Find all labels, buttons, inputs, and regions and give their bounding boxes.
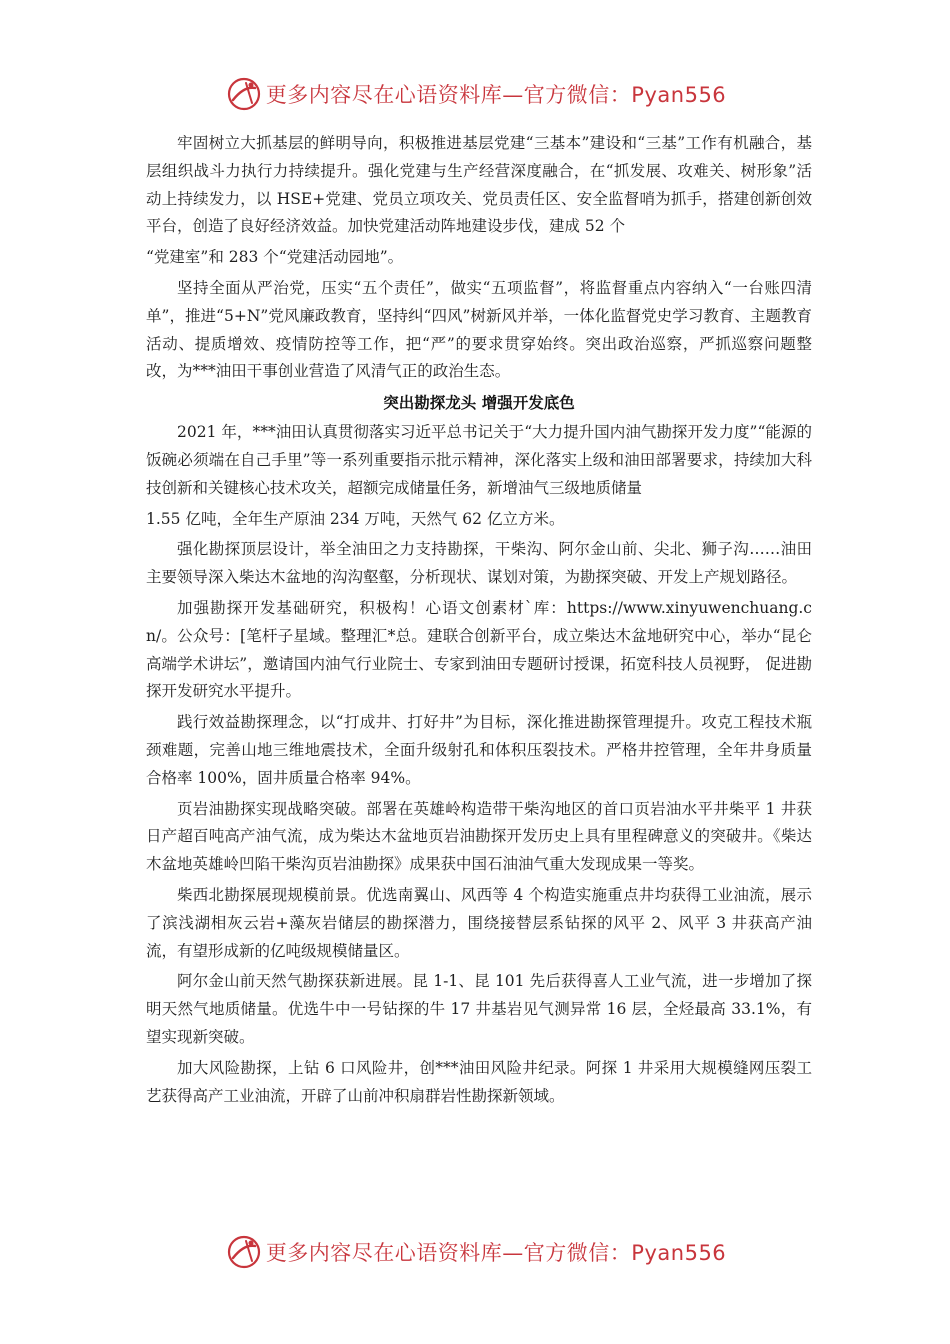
footer-banner-text: 更多内容尽在心语资料库—官方微信：Pyan556: [265, 1241, 727, 1265]
paragraph: 践行效益勘探理念，以“打成井、打好井”为目标，深化推进勘探管理提升。攻克工程技术瓶颈难题，完善山地三维地震技术，全面升级射孔和体积压裂技术。严格井控管理，全年井身质量合格率 100%，固井质量合格率 94%。: [146, 713, 812, 787]
paragraph: 牢固树立大抓基层的鲜明导向，积极推进基层党建“三基本”建设和“三基”工作有机融合，基层组织战斗力执行力持续提升。强化党建与生产经营深度融合，在“抓发展、攻难关、树形象”活动上持续发力，以 HSE+党建、党员立项攻关、党员责任区、安全监督哨为抓手，搭建创新创效平台，创造了良好经济效益。加快党建活动阵地建设步伐，建成 52 个: [146, 134, 812, 236]
paragraph: “党建室”和 283 个“党建活动园地”。: [146, 248, 404, 267]
section-heading: 突出勘探龙头 增强开发底色: [383, 394, 575, 413]
paragraph: 1.55 亿吨，全年生产原油 234 万吨，天然气 62 亿立方米。: [146, 509, 565, 528]
paragraph: 柴西北勘探展现规模前景。优选南翼山、风西等 4 个构造实施重点井均获得工业油流，展示了滨浅湖相灰云岩+藻灰岩储层的勘探潜力，围绕接替层系钻探的风平 2、风平 3 井获高产油流，有望形成新的亿吨级规模储量区。: [146, 885, 812, 960]
header-banner: [0, 72, 950, 116]
paragraph: 坚持全面从严治党，压实“五个责任”，做实“五项监督”，将监督重点内容纳入“一台账四清单”，推进“5+N”党风廉政教育，坚持纠“四风”树新风并举，一体化监督党史学习教育、主题教育活动、提质增效、疫情防控等工作，把“严”的要求贯穿始终。突出政治巡察，严抓巡察问题整改，为***油田干事创业营造了风清气正的政治生态。: [146, 278, 812, 381]
paragraph: 加大风险勘探，上钻 6 口风险井，创***油田风险井纪录。阿探 1 井采用大规模缝网压裂工艺获得高产工业油流，开辟了山前冲积扇群岩性勘探新领域。: [146, 1058, 812, 1105]
paragraph: 阿尔金山前天然气勘探获新进展。昆 1-1、昆 101 先后获得喜人工业气流，进一步增加了探明天然气地质储量。优选牛中一号钻探的牛 17 井基岩见气测异常 16 层，全烃最高 33.1%，有望实现新突破。: [146, 972, 812, 1046]
brand-logo-icon: [224, 1232, 264, 1272]
header-banner-text: 更多内容尽在心语资料库—官方微信：Pyan556: [265, 83, 727, 107]
paragraph: 强化勘探顶层设计，举全油田之力支持勘探，干柴沟、阿尔金山前、尖北、狮子沟……油田主要领导深入柴达木盆地的沟沟壑壑，分析现状、谋划对策，为勘探突破、开发上产规划路径。: [146, 540, 812, 587]
paragraph: 2021 年，***油田认真贯彻落实习近平总书记关于“大力提升国内油气勘探开发力度”“能源的饭碗必须端在自己手里”等一系列重要指示批示精神，深化落实上级和油田部署要求，持续加大科技创新和关键核心技术攻关，超额完成储量任务，新增油气三级地质储量: [146, 423, 812, 497]
paragraph: 页岩油勘探实现战略突破。部署在英雄岭构造带干柴沟地区的首口页岩油水平井柴平 1 井获日产超百吨高产油气流，成为柴达木盆地页岩油勘探开发历史上具有里程碑意义的突破井。《柴达木盆地英雄岭凹陷干柴沟页岩油勘探》成果获中国石油油气重大发现成果一等奖。: [146, 799, 812, 874]
paragraph: 加强勘探开发基础研究，积极构！心语文创素材`库：https://www.xinyuwenchuang.cn/。公众号：[笔杆子星域。整理汇*总。建联合创新平台，成立柴达木盆地研究中心，举办“昆仑高端学术讲坛”，邀请国内油气行业院士、专家到油田专题研讨授课，拓宽科技人员视野， 促进勘探开发研究水平提升。: [146, 598, 812, 701]
document-body: [146, 130, 812, 1113]
brand-logo-icon: [224, 74, 264, 114]
footer-banner: [0, 1230, 950, 1274]
